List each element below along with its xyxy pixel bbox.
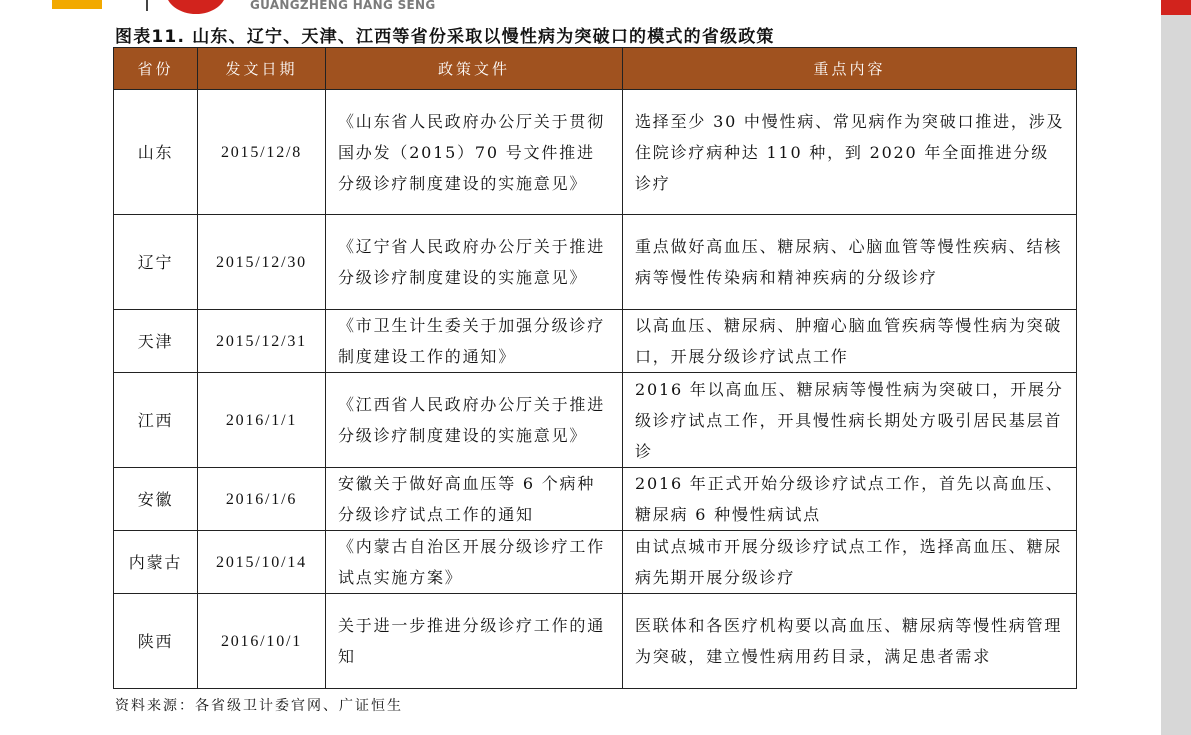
cell-province: 天津 (114, 310, 198, 373)
table-row (114, 310, 1077, 373)
brand-name: GUANGZHENG HANG SENG (250, 0, 436, 12)
right-rail-cap (1161, 0, 1191, 15)
cell-document: 《市卫生计生委关于加强分级诊疗制度建设工作的通知》 (326, 310, 623, 373)
brand-color-block (52, 0, 102, 9)
cell-date: 2016/1/6 (198, 468, 326, 531)
cell-key-content: 医联体和各医疗机构要以高血压、糖尿病等慢性病管理为突破，建立慢性病用药目录，满足患者需求 (623, 594, 1077, 689)
cell-key-content: 2016 年正式开始分级诊疗试点工作，首先以高血压、糖尿病 6 种慢性病试点 (623, 468, 1077, 531)
cell-date: 2016/10/1 (198, 594, 326, 689)
cell-date: 2015/10/14 (198, 531, 326, 594)
figure-title: 图表11. 山东、辽宁、天津、江西等省份采取以慢性病为突破口的模式的省级政策 (115, 27, 775, 47)
cell-document: 安徽关于做好高血压等 6 个病种分级诊疗试点工作的通知 (326, 468, 623, 531)
header-date: 发文日期 (198, 48, 326, 90)
cell-document: 《山东省人民政府办公厅关于贯彻国办发（2015）70 号文件推进分级诊疗制度建设的实施意见》 (326, 90, 623, 215)
table-row (114, 594, 1077, 689)
cell-document: 关于进一步推进分级诊疗工作的通知 (326, 594, 623, 689)
policy-table (113, 47, 1077, 689)
cell-province: 内蒙古 (114, 531, 198, 594)
table-row (114, 531, 1077, 594)
table-row (114, 90, 1077, 215)
header-divider (146, 0, 148, 11)
table-header-row (114, 48, 1077, 90)
cell-key-content: 以高血压、糖尿病、肿瘤心脑血管疾病等慢性病为突破口，开展分级诊疗试点工作 (623, 310, 1077, 373)
company-logo-icon (166, 0, 226, 14)
table-row (114, 468, 1077, 531)
cell-date: 2015/12/30 (198, 215, 326, 310)
cell-document: 《辽宁省人民政府办公厅关于推进分级诊疗制度建设的实施意见》 (326, 215, 623, 310)
cell-province: 山东 (114, 90, 198, 215)
cell-key-content: 选择至少 30 中慢性病、常见病作为突破口推进，涉及住院诊疗病种达 110 种，到 2020 年全面推进分级诊疗 (623, 90, 1077, 215)
table-row (114, 373, 1077, 468)
cell-province: 安徽 (114, 468, 198, 531)
header-document: 政策文件 (326, 48, 623, 90)
cell-province: 陕西 (114, 594, 198, 689)
table-row (114, 215, 1077, 310)
right-side-rail (1161, 0, 1191, 735)
cell-key-content: 重点做好高血压、糖尿病、心脑血管等慢性疾病、结核病等慢性传染病和精神疾病的分级诊疗 (623, 215, 1077, 310)
cell-document: 《江西省人民政府办公厅关于推进分级诊疗制度建设的实施意见》 (326, 373, 623, 468)
cell-date: 2015/12/31 (198, 310, 326, 373)
cell-key-content: 2016 年以高血压、糖尿病等慢性病为突破口，开展分级诊疗试点工作，开具慢性病长期处方吸引居民基层首诊 (623, 373, 1077, 468)
cell-province: 辽宁 (114, 215, 198, 310)
header-key-content: 重点内容 (623, 48, 1077, 90)
source-note: 资料来源：各省级卫计委官网、广证恒生 (115, 698, 403, 714)
cell-document: 《内蒙古自治区开展分级诊疗工作试点实施方案》 (326, 531, 623, 594)
cell-date: 2016/1/1 (198, 373, 326, 468)
cell-date: 2015/12/8 (198, 90, 326, 215)
cell-key-content: 由试点城市开展分级诊疗试点工作，选择高血压、糖尿病先期开展分级诊疗 (623, 531, 1077, 594)
header-province: 省份 (114, 48, 198, 90)
cell-province: 江西 (114, 373, 198, 468)
